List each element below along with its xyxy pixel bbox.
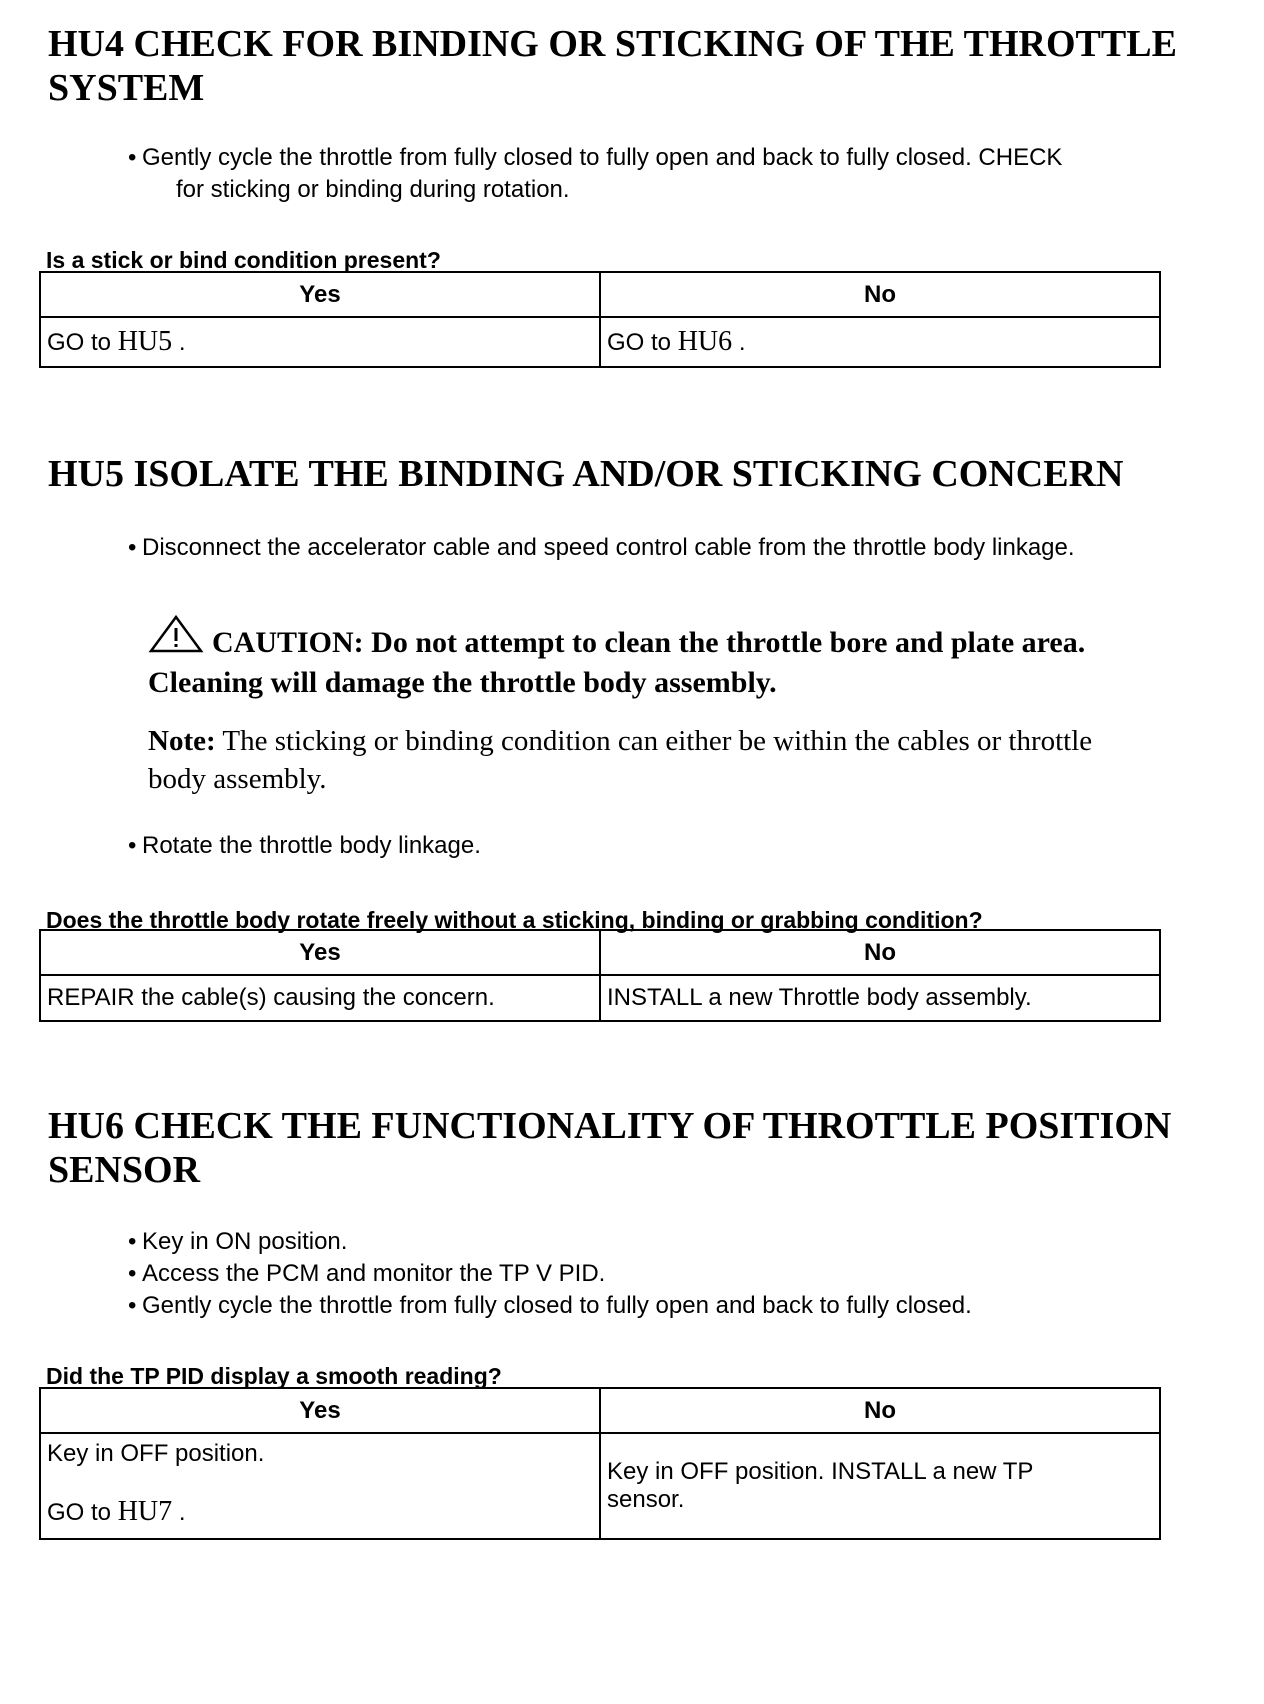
hu5-bullet2: [128, 830, 481, 862]
hu6-heading-line1: HU6 CHECK THE FUNCTIONALITY OF THROTTLE POSITION: [48, 1105, 1172, 1147]
hu6-yes-header: Yes: [40, 1388, 600, 1433]
hu6-no-line2: sensor.: [607, 1486, 685, 1513]
hu5-bullet1: [128, 532, 1075, 564]
hu5-note-line1: The sticking or binding condition can either be within the cables or throttle: [222, 725, 1093, 757]
hu4-yes-link[interactable]: HU5: [117, 326, 173, 357]
hu5-table: [39, 929, 1161, 1022]
bullet-dot: •: [128, 1292, 137, 1319]
hu6-heading-line2: SENSOR: [48, 1149, 201, 1191]
hu4-heading: [48, 22, 1208, 110]
hu4-bullet: [128, 142, 1062, 206]
hu6-yes-cell: Key in OFF position. GO to HU7 .: [40, 1433, 600, 1539]
hu6-no-header: No: [600, 1388, 1160, 1433]
hu4-heading-line2: SYSTEM: [48, 67, 205, 109]
hu6-question: Did the TP PID display a smooth reading?: [46, 1363, 502, 1389]
hu5-note: [148, 722, 1238, 798]
hu6-yes-line1: Key in OFF position.: [47, 1440, 265, 1467]
hu6-heading: [48, 1104, 1208, 1192]
hu4-bullet-line2: for sticking or binding during rotation.: [176, 176, 570, 203]
hu4-no-header: No: [600, 272, 1160, 317]
hu4-yes-cell: GO to HU5 .: [40, 317, 600, 367]
hu6-no-line1: Key in OFF position. INSTALL a new TP: [607, 1458, 1034, 1485]
hu5-no-header: No: [600, 930, 1160, 975]
hu4-no-cell: GO to HU6 .: [600, 317, 1160, 367]
hu5-note-line2: body assembly.: [148, 763, 327, 795]
hu5-note-label: Note:: [148, 725, 216, 757]
hu4-yes-header: Yes: [40, 272, 600, 317]
hu5-no-cell: INSTALL a new Throttle body assembly.: [600, 975, 1160, 1021]
hu5-question: Does the throttle body rotate freely without a sticking, binding or grabbing condition?: [46, 907, 983, 933]
hu6-bullet-3: • Gently cycle the throttle from fully closed to fully open and back to fully closed.: [128, 1290, 972, 1322]
hu6-yes-go: GO to: [47, 1499, 112, 1526]
hu5-caution-line2: Cleaning will damage the throttle body assembly.: [148, 666, 777, 699]
warning-triangle-icon: [148, 614, 204, 664]
hu4-yes-go: GO to: [47, 329, 112, 356]
hu6-bullet-2: • Access the PCM and monitor the TP V PID.: [128, 1258, 972, 1290]
hu5-bullet1-text: Disconnect the accelerator cable and speed control cable from the throttle body linkage.: [142, 534, 1075, 561]
hu6-bullet-list: [128, 1226, 972, 1322]
hu6-bullet-1: • Key in ON position.: [128, 1226, 972, 1258]
bullet-dot: •: [128, 534, 137, 561]
hu4-no-go: GO to: [607, 329, 672, 356]
hu6-table: [39, 1387, 1161, 1540]
hu4-table: [39, 271, 1161, 368]
hu5-yes-header: Yes: [40, 930, 600, 975]
hu4-no-link[interactable]: HU6: [677, 326, 733, 357]
hu6-no-cell: [600, 1433, 1160, 1539]
hu5-yes-cell: REPAIR the cable(s) causing the concern.: [40, 975, 600, 1021]
hu4-bullet-line1: Gently cycle the throttle from fully closed to fully open and back to fully closed. CHECK: [142, 144, 1063, 171]
hu4-heading-line1: HU4 CHECK FOR BINDING OR STICKING OF THE THROTTLE: [48, 23, 1177, 65]
hu6-yes-link[interactable]: HU7: [117, 1496, 173, 1527]
hu5-heading: HU5 ISOLATE THE BINDING AND/OR STICKING CONCERN: [48, 453, 1124, 495]
hu4-question: Is a stick or bind condition present?: [46, 247, 441, 273]
bullet-dot: •: [128, 144, 137, 171]
bullet-dot: •: [128, 1260, 137, 1287]
hu5-bullet2-text: Rotate the throttle body linkage.: [142, 832, 481, 859]
hu5-caution-line1: CAUTION: Do not attempt to clean the throttle bore and plate area.: [212, 626, 1086, 659]
bullet-dot: •: [128, 1228, 137, 1255]
hu5-caution: [148, 614, 1228, 702]
bullet-dot: •: [128, 832, 137, 859]
